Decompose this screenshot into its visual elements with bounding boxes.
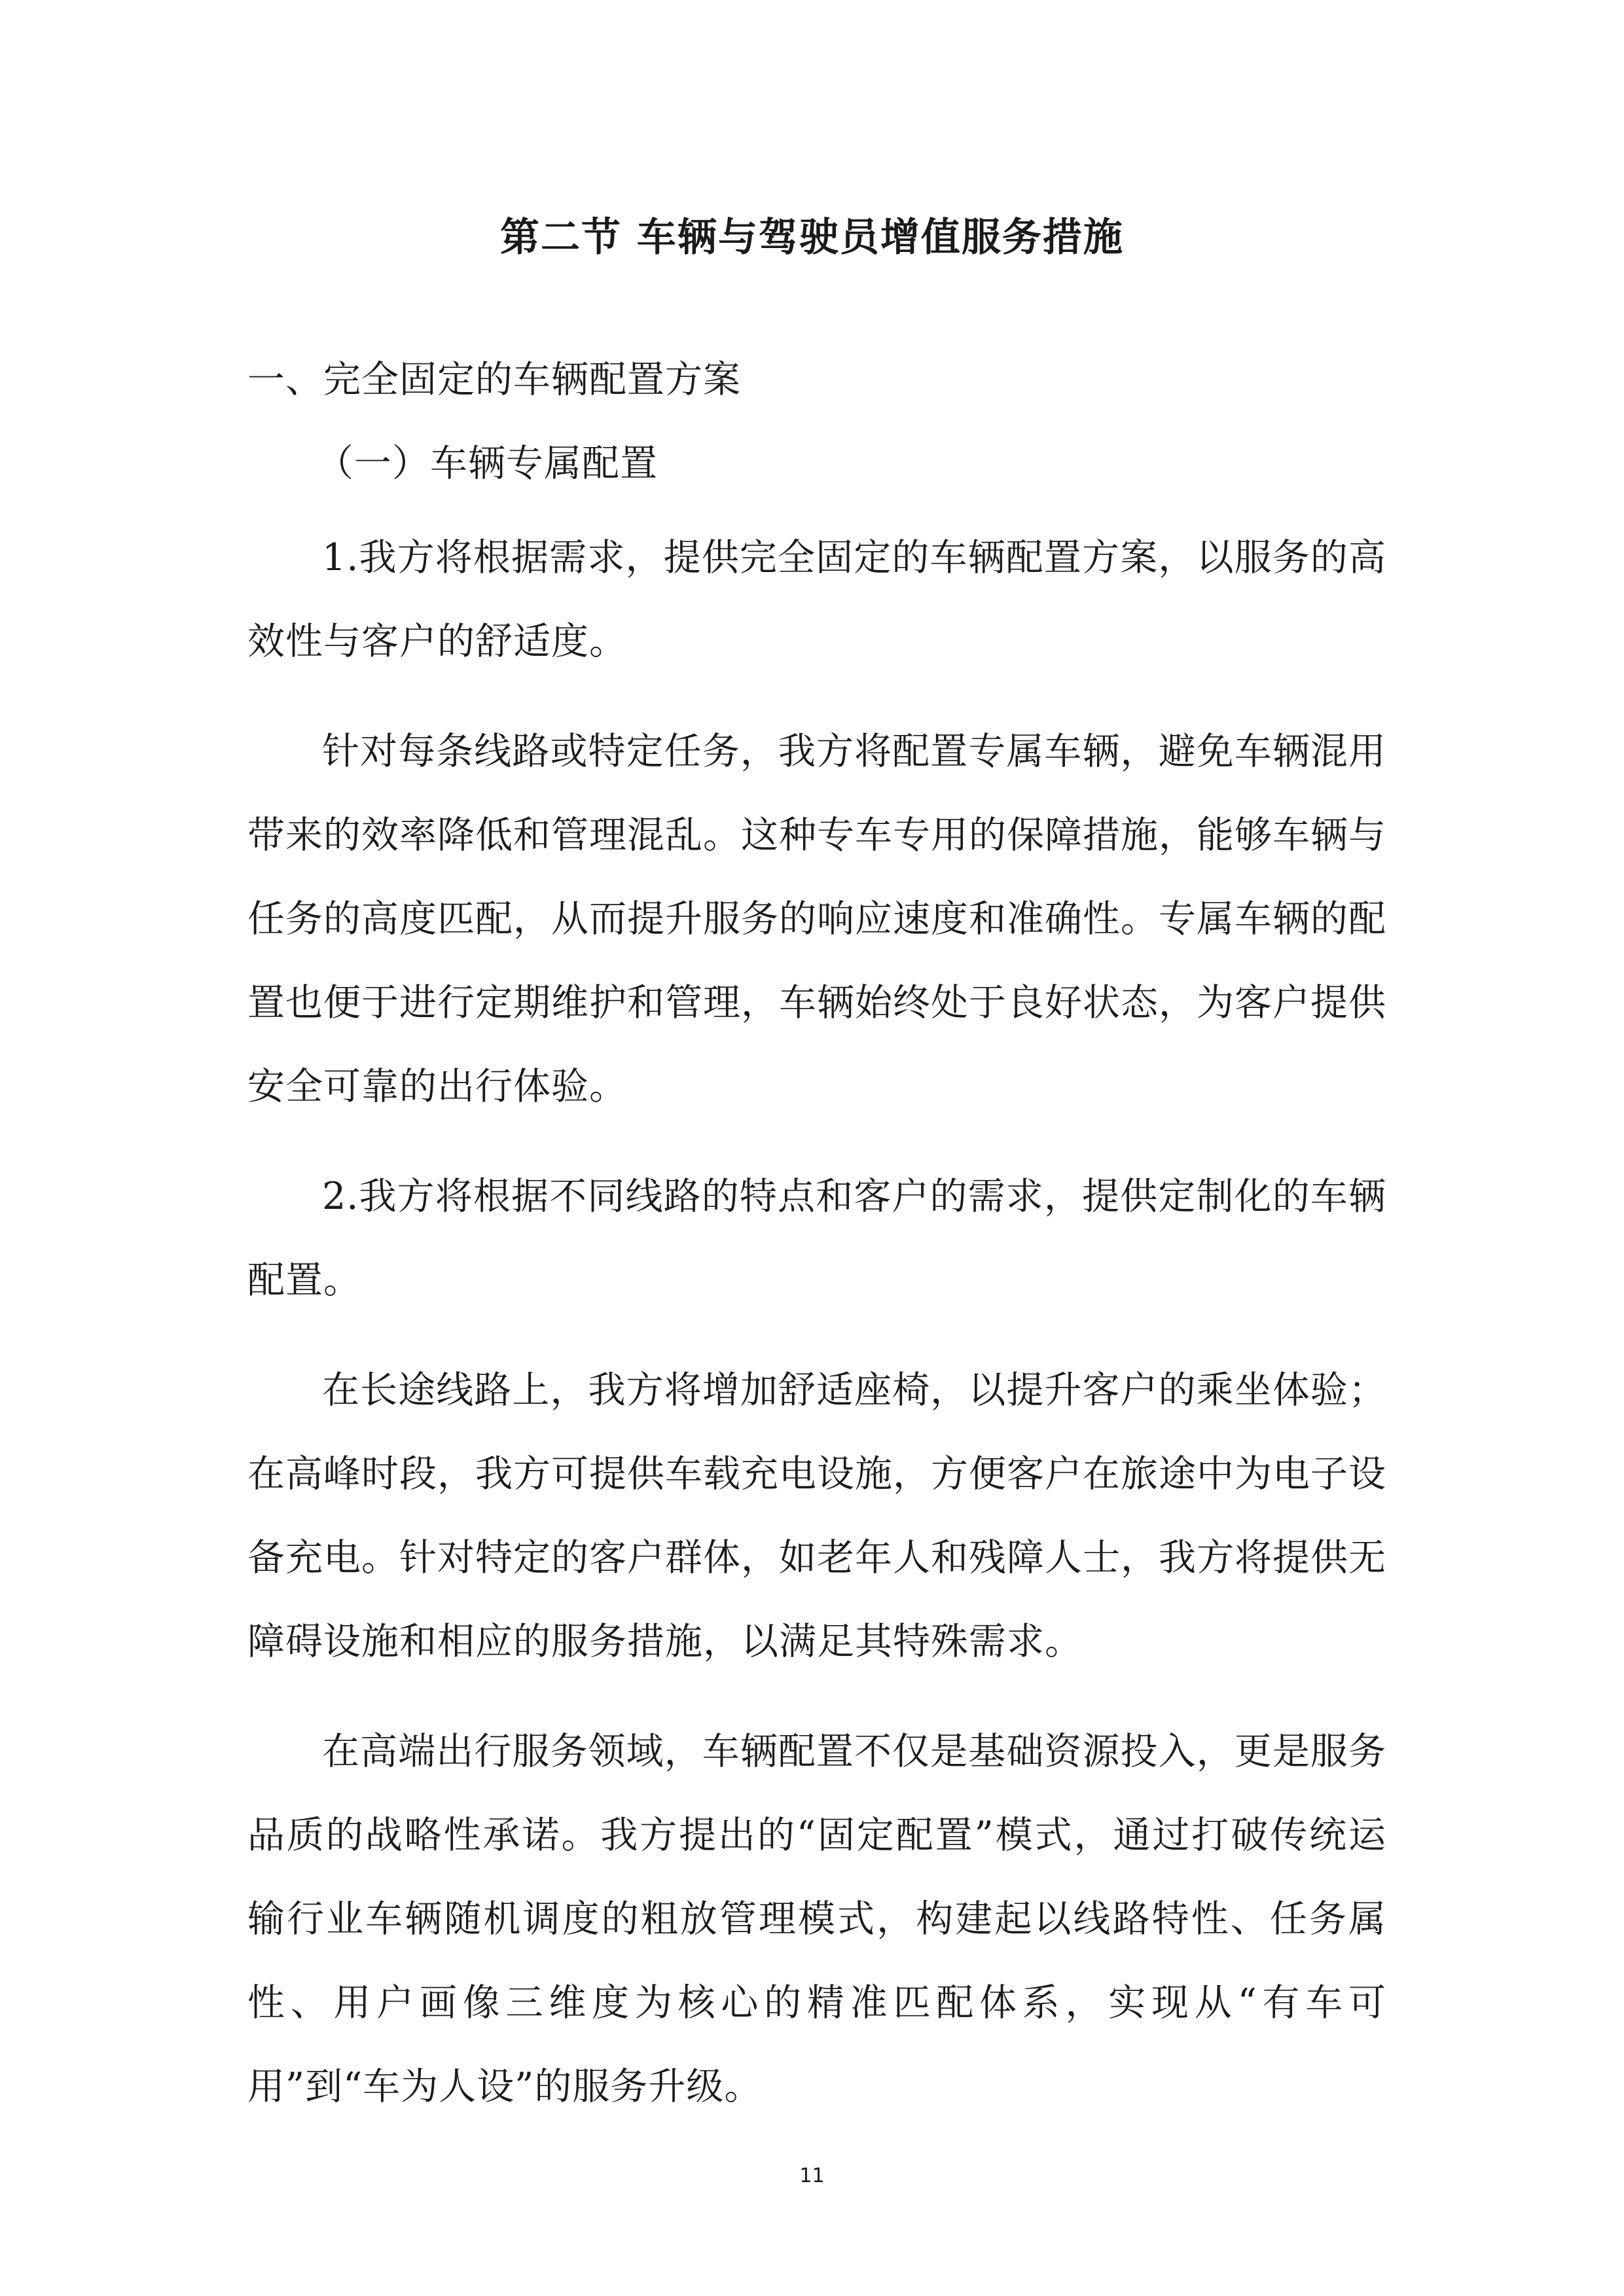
paragraph: 针对每条线路或特定任务，我方将配置专属车辆，避免车辆混用带来的效率降低和管理混乱。这种专车专用的保障措施，能够车辆与任务的高度匹配，从而提升服务的响应速度和准确性。专属车辆的配置也便于进行定期维护和管理，车辆始终处于良好状态，为客户提供安全可靠的出行体验。 xyxy=(247,730,1386,1108)
paragraph: 在高端出行服务领域，车辆配置不仅是基础资源投入，更是服务品质的战略性承诺。我方提出的“固定配置”模式，通过打破传统运输行业车辆随机调度的粗放管理模式，构建起以线路特性、任务属性、用户画像三维度为核心的精准匹配体系，实现从“有车可用”到“车为人设”的服务升级。 xyxy=(247,1730,1386,2108)
paragraph: 1.我方将根据需求，提供完全固定的车辆配置方案，以服务的高效性与客户的舒适度。 xyxy=(247,536,1386,663)
subsection-heading: （一）车辆专属配置 xyxy=(316,442,658,485)
paragraph: 在长途线路上，我方将增加舒适座椅，以提升客户的乘坐体验；在高峰时段，我方可提供车载充电设施，方便客户在旅途中为电子设备充电。针对特定的客户群体，如老年人和残障人士，我方将提供无障碍设施和相应的服务措施，以满足其特殊需求。 xyxy=(247,1369,1386,1663)
document-body xyxy=(247,353,1386,2128)
section-heading: 一、完全固定的车辆配置方案 xyxy=(247,358,741,401)
page-number: 11 xyxy=(799,2164,825,2187)
page-title: 第二节 车辆与驾驶员增值服务措施 xyxy=(500,215,1124,260)
paragraph: 2.我方将根据不同线路的特点和客户的需求，提供定制化的车辆配置。 xyxy=(247,1175,1386,1302)
